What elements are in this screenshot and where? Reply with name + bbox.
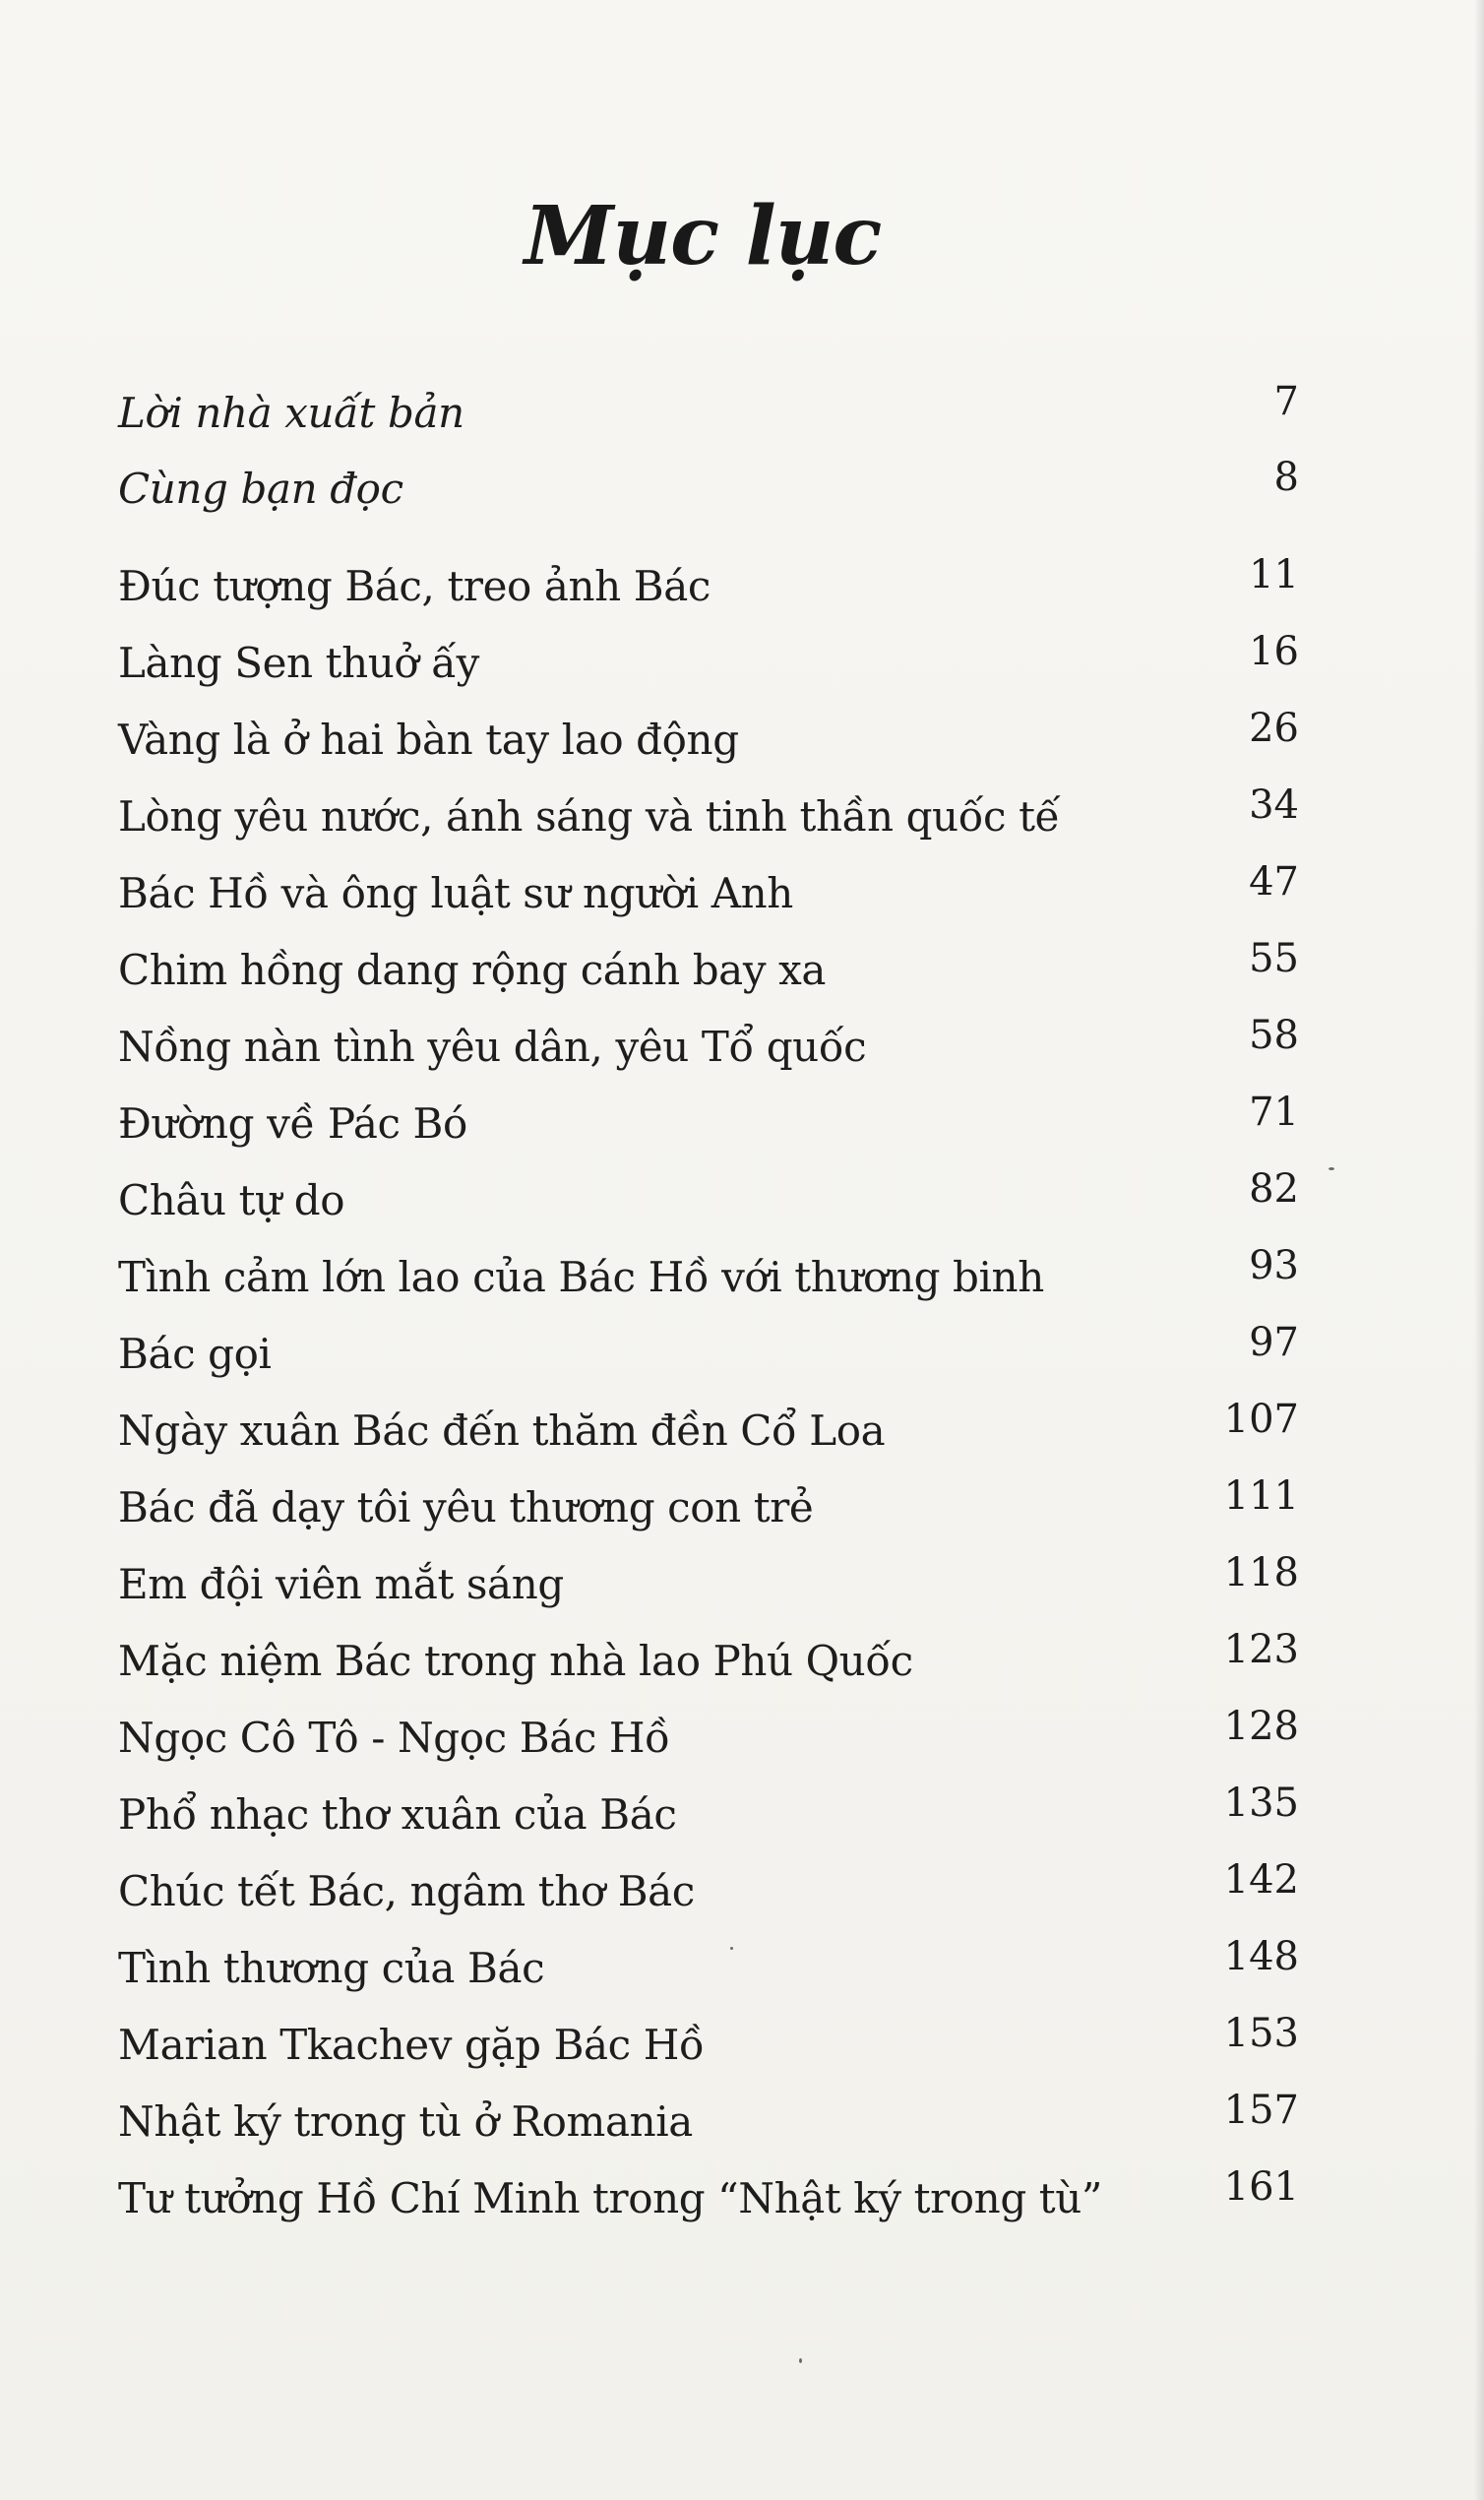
toc-entry-title: Đường về Pác Bó bbox=[118, 1099, 467, 1148]
toc-entry bbox=[118, 859, 1299, 933]
toc-entry bbox=[118, 1550, 1299, 1624]
page-title: Mục lục bbox=[524, 189, 882, 283]
toc-entry-title: Lòng yêu nước, ánh sáng và tinh thần quốc tế bbox=[118, 792, 1060, 841]
toc-entry-title: Tình thương của Bác bbox=[118, 1944, 545, 1992]
toc-entry-page: 8 bbox=[1273, 455, 1299, 500]
toc-entry-page: 82 bbox=[1249, 1166, 1299, 1212]
toc-entry bbox=[118, 1473, 1299, 1547]
toc-entry bbox=[118, 1857, 1299, 1931]
toc-entry bbox=[118, 1934, 1299, 2008]
toc-entry bbox=[118, 782, 1299, 856]
toc-entry-title: Phổ nhạc thơ xuân của Bác bbox=[118, 1790, 677, 1839]
toc-entry bbox=[118, 1397, 1299, 1470]
toc-entry-page: 34 bbox=[1249, 782, 1299, 828]
paper-speck bbox=[1329, 1167, 1334, 1170]
toc-entry-title: Mặc niệm Bác trong nhà lao Phú Quốc bbox=[118, 1637, 913, 1685]
toc-entry bbox=[118, 1013, 1299, 1087]
toc-entry bbox=[118, 455, 1299, 529]
toc-entry bbox=[118, 629, 1299, 703]
toc-entry-page: 47 bbox=[1249, 859, 1299, 905]
toc-entry bbox=[118, 1627, 1299, 1701]
toc-entry-title: Làng Sen thuở ấy bbox=[118, 639, 479, 687]
toc-entry-title: Chim hồng dang rộng cánh bay xa bbox=[118, 946, 827, 994]
toc-entry bbox=[118, 1166, 1299, 1240]
toc-entry-page: 11 bbox=[1249, 552, 1299, 597]
toc-entry bbox=[118, 1320, 1299, 1394]
toc-entry-title: Nồng nàn tình yêu dân, yêu Tổ quốc bbox=[118, 1023, 867, 1071]
toc-entry-page: 16 bbox=[1249, 629, 1299, 674]
toc-entry-title: Ngày xuân Bác đến thăm đền Cổ Loa bbox=[118, 1406, 886, 1455]
toc-entry-page: 148 bbox=[1223, 1934, 1299, 1979]
toc-entry-page: 97 bbox=[1249, 1320, 1299, 1365]
toc-entry-page: 7 bbox=[1273, 379, 1299, 424]
toc-entry-page: 55 bbox=[1249, 936, 1299, 981]
toc-entry-page: 107 bbox=[1223, 1397, 1299, 1442]
toc-entry-title: Cùng bạn đọc bbox=[118, 465, 403, 513]
paper-speck bbox=[730, 1947, 733, 1950]
page-edge-shadow bbox=[1474, 0, 1484, 2500]
toc-entry-title: Châu tự do bbox=[118, 1176, 345, 1224]
toc-entry-page: 93 bbox=[1249, 1243, 1299, 1288]
toc-entry bbox=[118, 1781, 1299, 1854]
toc-entry-title: Đúc tượng Bác, treo ảnh Bác bbox=[118, 562, 711, 610]
toc-entry-page: 123 bbox=[1223, 1627, 1299, 1672]
toc-entry-page: 142 bbox=[1223, 1857, 1299, 1903]
toc-entry-page: 128 bbox=[1223, 1704, 1299, 1749]
toc-entry-title: Vàng là ở hai bàn tay lao động bbox=[118, 716, 739, 764]
toc-entry-page: 153 bbox=[1223, 2011, 1299, 2056]
toc-entry-page: 111 bbox=[1223, 1473, 1299, 1519]
toc-entry-page: 161 bbox=[1223, 2164, 1299, 2210]
toc-entry bbox=[118, 552, 1299, 626]
toc-entry bbox=[118, 2011, 1299, 2085]
toc-entry-title: Bác đã dạy tôi yêu thương con trẻ bbox=[118, 1483, 814, 1531]
toc-entry-title: Em đội viên mắt sáng bbox=[118, 1560, 564, 1608]
toc-entry-title: Nhật ký trong tù ở Romania bbox=[118, 2097, 693, 2146]
toc-entry bbox=[118, 936, 1299, 1010]
toc-entry-page: 71 bbox=[1249, 1090, 1299, 1135]
toc-entry bbox=[118, 2164, 1299, 2238]
toc-entry-page: 157 bbox=[1223, 2088, 1299, 2133]
toc-entry-title: Lời nhà xuất bản bbox=[118, 389, 464, 437]
toc-entry-title: Tình cảm lớn lao của Bác Hồ với thương binh bbox=[118, 1253, 1044, 1301]
toc-entry-page: 58 bbox=[1249, 1013, 1299, 1058]
toc-entry-title: Tư tưởng Hồ Chí Minh trong “Nhật ký trong tù” bbox=[118, 2174, 1102, 2222]
toc-entry-page: 118 bbox=[1223, 1550, 1299, 1595]
toc-entry bbox=[118, 706, 1299, 780]
toc-entry bbox=[118, 1704, 1299, 1778]
toc-entry bbox=[118, 1243, 1299, 1317]
toc-entry-title: Marian Tkachev gặp Bác Hồ bbox=[118, 2021, 705, 2069]
toc-entry bbox=[118, 1090, 1299, 1163]
toc-entry bbox=[118, 2088, 1299, 2161]
toc-entry-title: Chúc tết Bác, ngâm thơ Bác bbox=[118, 1867, 695, 1915]
toc-entry-page: 135 bbox=[1223, 1781, 1299, 1826]
toc-entry-page: 26 bbox=[1249, 706, 1299, 751]
toc-entry-title: Bác Hồ và ông luật sư người Anh bbox=[118, 869, 793, 917]
toc-entry-title: Ngọc Cô Tô - Ngọc Bác Hồ bbox=[118, 1714, 670, 1762]
paper-speck bbox=[799, 2358, 802, 2363]
toc-entry bbox=[118, 379, 1299, 453]
toc-entry-title: Bác gọi bbox=[118, 1330, 272, 1378]
